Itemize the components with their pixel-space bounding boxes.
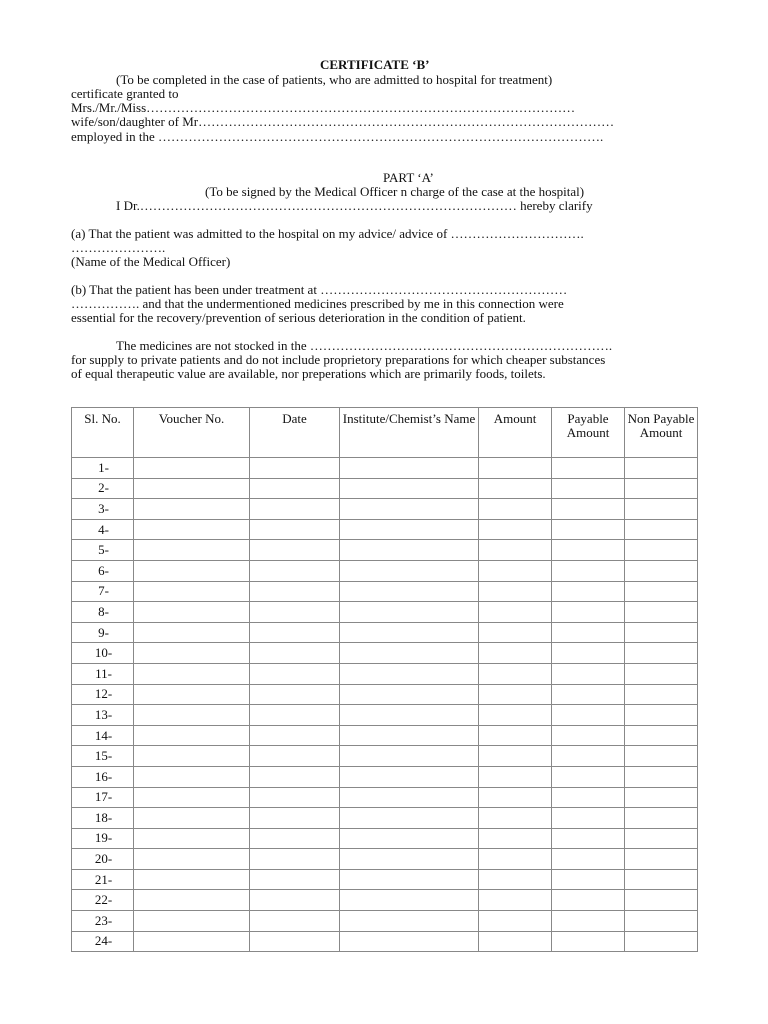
date-cell[interactable] <box>250 725 340 746</box>
payable-amount-cell[interactable] <box>552 931 625 952</box>
clause-a-line-1: (a) That the patient was admitted to the hospital on my advice/ advice of …………………………. <box>71 226 584 241</box>
date-cell[interactable] <box>250 581 340 602</box>
voucher-no-cell[interactable] <box>134 911 250 932</box>
amount-cell[interactable] <box>479 458 552 479</box>
sl-no-cell: 5- <box>72 540 134 561</box>
non-payable-amount-cell[interactable] <box>625 746 698 767</box>
header-institute-name: Institute/Chemist’s Name <box>340 408 479 458</box>
sl-no-cell: 1- <box>72 458 134 479</box>
payable-amount-cell[interactable] <box>552 458 625 479</box>
payable-amount-cell[interactable] <box>552 890 625 911</box>
amount-cell[interactable] <box>479 869 552 890</box>
voucher-no-cell[interactable] <box>134 560 250 581</box>
medicines-line-3: of equal therapeutic value are available, nor preperations which are primarily foods, toilets. <box>71 366 546 381</box>
non-payable-amount-cell[interactable] <box>625 766 698 787</box>
date-cell[interactable] <box>250 643 340 664</box>
table-row <box>72 622 698 643</box>
institute-name-cell[interactable] <box>340 828 479 849</box>
date-cell[interactable] <box>250 458 340 479</box>
payable-amount-cell[interactable] <box>552 478 625 499</box>
amount-cell[interactable] <box>479 849 552 870</box>
payable-amount-cell[interactable] <box>552 787 625 808</box>
institute-name-cell[interactable] <box>340 499 479 520</box>
voucher-no-cell[interactable] <box>134 766 250 787</box>
table-row <box>72 560 698 581</box>
institute-name-cell[interactable] <box>340 911 479 932</box>
medicine-voucher-table <box>71 407 698 952</box>
payable-amount-cell[interactable] <box>552 540 625 561</box>
institute-name-cell[interactable] <box>340 931 479 952</box>
date-cell[interactable] <box>250 684 340 705</box>
institute-name-cell[interactable] <box>340 560 479 581</box>
voucher-no-cell[interactable] <box>134 931 250 952</box>
non-payable-amount-cell[interactable] <box>625 581 698 602</box>
amount-cell[interactable] <box>479 622 552 643</box>
date-cell[interactable] <box>250 705 340 726</box>
institute-name-cell[interactable] <box>340 519 479 540</box>
amount-cell[interactable] <box>479 746 552 767</box>
institute-name-cell[interactable] <box>340 808 479 829</box>
voucher-no-cell[interactable] <box>134 602 250 623</box>
clause-a-line-3: (Name of the Medical Officer) <box>71 254 231 269</box>
table-row <box>72 684 698 705</box>
date-cell[interactable] <box>250 663 340 684</box>
non-payable-amount-cell[interactable] <box>625 931 698 952</box>
part-a-heading: PART ‘A’ <box>383 170 434 185</box>
sl-no-cell: 12- <box>72 684 134 705</box>
payable-amount-cell[interactable] <box>552 849 625 870</box>
voucher-no-cell[interactable] <box>134 705 250 726</box>
payable-amount-cell[interactable] <box>552 705 625 726</box>
non-payable-amount-cell[interactable] <box>625 643 698 664</box>
non-payable-amount-cell[interactable] <box>625 869 698 890</box>
institute-name-cell[interactable] <box>340 849 479 870</box>
clause-b-line-1: (b) That the patient has been under treatment at ………………………………………………… <box>71 282 568 297</box>
table-row <box>72 519 698 540</box>
payable-amount-cell[interactable] <box>552 911 625 932</box>
header-sl-no: Sl. No. <box>72 408 134 458</box>
voucher-no-cell[interactable] <box>134 684 250 705</box>
table-row <box>72 911 698 932</box>
amount-cell[interactable] <box>479 931 552 952</box>
date-cell[interactable] <box>250 869 340 890</box>
non-payable-amount-cell[interactable] <box>625 684 698 705</box>
payable-amount-cell[interactable] <box>552 560 625 581</box>
table-header-row <box>72 408 698 458</box>
payable-amount-cell[interactable] <box>552 643 625 664</box>
amount-cell[interactable] <box>479 828 552 849</box>
date-cell[interactable] <box>250 931 340 952</box>
table-row <box>72 828 698 849</box>
relation-line: wife/son/daughter of Mr…………………………………………………………………………………… <box>71 114 615 129</box>
clause-b-line-3: essential for the recovery/prevention of serious deterioration in the condition of patient. <box>71 310 526 325</box>
table-row <box>72 766 698 787</box>
institute-name-cell[interactable] <box>340 725 479 746</box>
institute-name-cell[interactable] <box>340 478 479 499</box>
sl-no-cell: 20- <box>72 849 134 870</box>
amount-cell[interactable] <box>479 705 552 726</box>
table-row <box>72 746 698 767</box>
non-payable-amount-cell[interactable] <box>625 560 698 581</box>
payable-amount-cell[interactable] <box>552 663 625 684</box>
institute-name-cell[interactable] <box>340 602 479 623</box>
non-payable-amount-cell[interactable] <box>625 911 698 932</box>
amount-cell[interactable] <box>479 911 552 932</box>
voucher-no-cell[interactable] <box>134 458 250 479</box>
voucher-no-cell[interactable] <box>134 808 250 829</box>
voucher-no-cell[interactable] <box>134 787 250 808</box>
table-row <box>72 643 698 664</box>
amount-cell[interactable] <box>479 766 552 787</box>
payable-amount-cell[interactable] <box>552 602 625 623</box>
date-cell[interactable] <box>250 519 340 540</box>
non-payable-amount-cell[interactable] <box>625 478 698 499</box>
voucher-no-cell[interactable] <box>134 663 250 684</box>
amount-cell[interactable] <box>479 519 552 540</box>
non-payable-amount-cell[interactable] <box>625 808 698 829</box>
sl-no-cell: 17- <box>72 787 134 808</box>
table-row <box>72 602 698 623</box>
voucher-no-cell[interactable] <box>134 869 250 890</box>
date-cell[interactable] <box>250 808 340 829</box>
amount-cell[interactable] <box>479 725 552 746</box>
date-cell[interactable] <box>250 746 340 767</box>
payable-amount-cell[interactable] <box>552 581 625 602</box>
amount-cell[interactable] <box>479 808 552 829</box>
table-row <box>72 478 698 499</box>
payable-amount-cell[interactable] <box>552 519 625 540</box>
sl-no-cell: 23- <box>72 911 134 932</box>
sl-no-cell: 10- <box>72 643 134 664</box>
date-cell[interactable] <box>250 478 340 499</box>
clause-b-line-2: ……………. and that the undermentioned medicines prescribed by me in this connection were <box>71 296 564 311</box>
non-payable-amount-cell[interactable] <box>625 725 698 746</box>
non-payable-amount-cell[interactable] <box>625 519 698 540</box>
voucher-no-cell[interactable] <box>134 746 250 767</box>
amount-cell[interactable] <box>479 890 552 911</box>
table-row <box>72 705 698 726</box>
sl-no-cell: 2- <box>72 478 134 499</box>
table-row <box>72 849 698 870</box>
amount-cell[interactable] <box>479 560 552 581</box>
sl-no-cell: 15- <box>72 746 134 767</box>
voucher-no-cell[interactable] <box>134 849 250 870</box>
non-payable-amount-cell[interactable] <box>625 663 698 684</box>
payable-amount-cell[interactable] <box>552 746 625 767</box>
voucher-no-cell[interactable] <box>134 499 250 520</box>
amount-cell[interactable] <box>479 787 552 808</box>
medicines-line-2: for supply to private patients and do not include proprietory preparations for which cheaper substances <box>71 352 606 367</box>
date-cell[interactable] <box>250 602 340 623</box>
institute-name-cell[interactable] <box>340 766 479 787</box>
payable-amount-cell[interactable] <box>552 766 625 787</box>
payable-amount-cell[interactable] <box>552 684 625 705</box>
sl-no-cell: 22- <box>72 890 134 911</box>
clause-a-line-2: …………………. <box>71 240 166 255</box>
voucher-no-cell[interactable] <box>134 890 250 911</box>
voucher-no-cell[interactable] <box>134 828 250 849</box>
certificate-title: CERTIFICATE ‘B’ <box>320 57 430 72</box>
non-payable-amount-cell[interactable] <box>625 602 698 623</box>
sl-no-cell: 6- <box>72 560 134 581</box>
payable-amount-cell[interactable] <box>552 725 625 746</box>
header-voucher-no: Voucher No. <box>134 408 250 458</box>
sl-no-cell: 4- <box>72 519 134 540</box>
sl-no-cell: 21- <box>72 869 134 890</box>
date-cell[interactable] <box>250 766 340 787</box>
amount-cell[interactable] <box>479 478 552 499</box>
table-row <box>72 808 698 829</box>
date-cell[interactable] <box>250 540 340 561</box>
institute-name-cell[interactable] <box>340 684 479 705</box>
payable-amount-cell[interactable] <box>552 869 625 890</box>
sl-no-cell: 3- <box>72 499 134 520</box>
doctor-declaration-line: I Dr.…………………………………………………………………………… hereby clarify <box>116 198 593 213</box>
payable-amount-cell[interactable] <box>552 808 625 829</box>
non-payable-amount-cell[interactable] <box>625 540 698 561</box>
institute-name-cell[interactable] <box>340 890 479 911</box>
table-row <box>72 869 698 890</box>
date-cell[interactable] <box>250 499 340 520</box>
date-cell[interactable] <box>250 622 340 643</box>
institute-name-cell[interactable] <box>340 746 479 767</box>
sl-no-cell: 18- <box>72 808 134 829</box>
voucher-no-cell[interactable] <box>134 643 250 664</box>
table-row <box>72 540 698 561</box>
institute-name-cell[interactable] <box>340 622 479 643</box>
voucher-no-cell[interactable] <box>134 622 250 643</box>
institute-name-cell[interactable] <box>340 705 479 726</box>
patient-name-line: Mrs./Mr./Miss……………………………………………………………………………………… <box>71 100 576 115</box>
date-cell[interactable] <box>250 787 340 808</box>
amount-cell[interactable] <box>479 540 552 561</box>
payable-amount-cell[interactable] <box>552 499 625 520</box>
sl-no-cell: 11- <box>72 663 134 684</box>
institute-name-cell[interactable] <box>340 787 479 808</box>
table-row <box>72 581 698 602</box>
institute-name-cell[interactable] <box>340 663 479 684</box>
header-payable-amount: Payable Amount <box>552 408 625 458</box>
table-row <box>72 458 698 479</box>
amount-cell[interactable] <box>479 684 552 705</box>
medicines-line-1: The medicines are not stocked in the ……………………………………………………………. <box>116 338 613 353</box>
payable-amount-cell[interactable] <box>552 622 625 643</box>
date-cell[interactable] <box>250 560 340 581</box>
table-row <box>72 499 698 520</box>
header-amount: Amount <box>479 408 552 458</box>
non-payable-amount-cell[interactable] <box>625 705 698 726</box>
date-cell[interactable] <box>250 890 340 911</box>
voucher-no-cell[interactable] <box>134 519 250 540</box>
sl-no-cell: 24- <box>72 931 134 952</box>
amount-cell[interactable] <box>479 581 552 602</box>
sl-no-cell: 14- <box>72 725 134 746</box>
voucher-no-cell[interactable] <box>134 540 250 561</box>
sl-no-cell: 19- <box>72 828 134 849</box>
non-payable-amount-cell[interactable] <box>625 849 698 870</box>
header-non-payable-amount: Non Payable Amount <box>625 408 698 458</box>
sl-no-cell: 8- <box>72 602 134 623</box>
sl-no-cell: 9- <box>72 622 134 643</box>
non-payable-amount-cell[interactable] <box>625 890 698 911</box>
voucher-no-cell[interactable] <box>134 581 250 602</box>
part-a-instruction: (To be signed by the Medical Officer n charge of the case at the hospital) <box>205 184 585 199</box>
institute-name-cell[interactable] <box>340 540 479 561</box>
amount-cell[interactable] <box>479 499 552 520</box>
date-cell[interactable] <box>250 849 340 870</box>
table-row <box>72 787 698 808</box>
non-payable-amount-cell[interactable] <box>625 828 698 849</box>
institute-name-cell[interactable] <box>340 869 479 890</box>
voucher-no-cell[interactable] <box>134 478 250 499</box>
voucher-no-cell[interactable] <box>134 725 250 746</box>
date-cell[interactable] <box>250 828 340 849</box>
certificate-granted-line: certificate granted to <box>71 86 179 101</box>
amount-cell[interactable] <box>479 663 552 684</box>
amount-cell[interactable] <box>479 643 552 664</box>
institute-name-cell[interactable] <box>340 458 479 479</box>
non-payable-amount-cell[interactable] <box>625 622 698 643</box>
sl-no-cell: 7- <box>72 581 134 602</box>
certificate-subtitle: (To be completed in the case of patients, who are admitted to hospital for treatment) <box>116 72 553 87</box>
table-row <box>72 725 698 746</box>
employed-line: employed in the …………………………………………………………………………………………. <box>71 129 604 144</box>
sl-no-cell: 13- <box>72 705 134 726</box>
table-row <box>72 890 698 911</box>
payable-amount-cell[interactable] <box>552 828 625 849</box>
non-payable-amount-cell[interactable] <box>625 458 698 479</box>
institute-name-cell[interactable] <box>340 643 479 664</box>
table-row <box>72 931 698 952</box>
amount-cell[interactable] <box>479 602 552 623</box>
header-date: Date <box>250 408 340 458</box>
table-row <box>72 663 698 684</box>
date-cell[interactable] <box>250 911 340 932</box>
non-payable-amount-cell[interactable] <box>625 787 698 808</box>
institute-name-cell[interactable] <box>340 581 479 602</box>
sl-no-cell: 16- <box>72 766 134 787</box>
non-payable-amount-cell[interactable] <box>625 499 698 520</box>
